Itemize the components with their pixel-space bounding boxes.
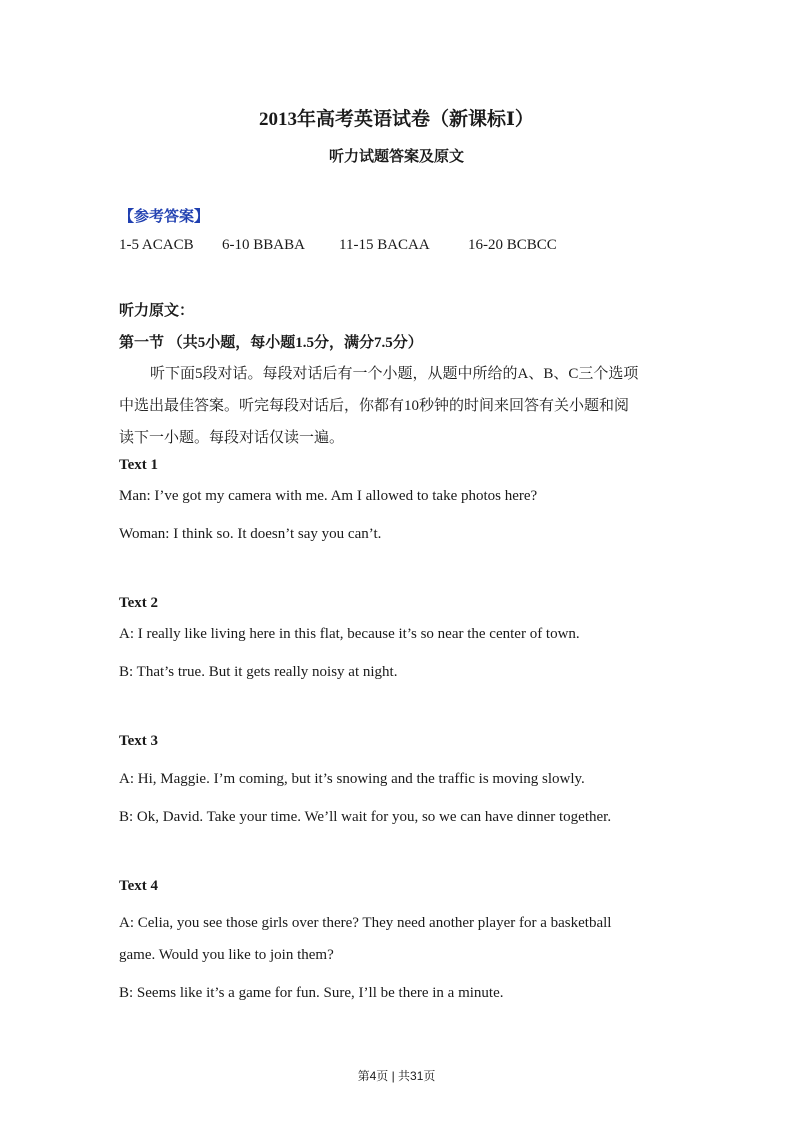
instruction-line: 读下一小题。每段对话仅读一遍。 — [119, 430, 345, 446]
dialogue-line: B: Seems like it’s a game for fun. Sure, I’ll be there in a minute. — [119, 985, 504, 1001]
dialogue-line: B: Ok, David. Take your time. We’ll wait for you, so we can have dinner together. — [119, 809, 612, 825]
section-heading: 第一节 （共5小题，每小题1.5分，满分7.5分） — [119, 335, 423, 351]
dialogue-line: game. Would you like to join them? — [119, 947, 334, 963]
answer-group: 16-20 BCBCC — [468, 237, 557, 253]
dialogue-line: A: I really like living here in this flat, because it’s so near the center of town. — [119, 626, 580, 642]
page-title: 2013年高考英语试卷（新课标Ⅰ） — [259, 109, 534, 130]
text-label: Text 3 — [119, 733, 159, 749]
answer-group: 11-15 BACAA — [339, 237, 430, 253]
dialogue-line: A: Hi, Maggie. I’m coming, but it’s snowing and the traffic is moving slowly. — [119, 771, 585, 787]
text-label: Text 1 — [119, 457, 159, 473]
page-subtitle: 听力试题答案及原文 — [328, 149, 464, 165]
instruction-line: 听下面5段对话。每段对话后有一个小题，从题中所给的A、B、C三个选项 — [150, 366, 639, 382]
answer-group: 1-5 ACACB — [119, 237, 194, 253]
dialogue-line: B: That’s true. But it gets really noisy at night. — [119, 664, 398, 680]
instruction-line: 中选出最佳答案。听完每段对话后，你都有10秒钟的时间来回答有关小题和阅 — [119, 398, 630, 414]
dialogue-line: Woman: I think so. It doesn’t say you can’t. — [119, 526, 382, 542]
page-footer: 第4页 | 共31页 — [357, 1069, 436, 1083]
text-label: Text 4 — [119, 878, 159, 894]
dialogue-line: Man: I’ve got my camera with me. Am I allowed to take photos here? — [119, 488, 538, 504]
answer-group: 6-10 BBABA — [222, 237, 305, 253]
text-label: Text 2 — [119, 595, 159, 611]
dialogue-line: A: Celia, you see those girls over there? They need another player for a basketball — [119, 915, 612, 931]
answer-heading: 【参考答案】 — [119, 209, 210, 225]
transcript-heading: 听力原文： — [119, 303, 195, 319]
